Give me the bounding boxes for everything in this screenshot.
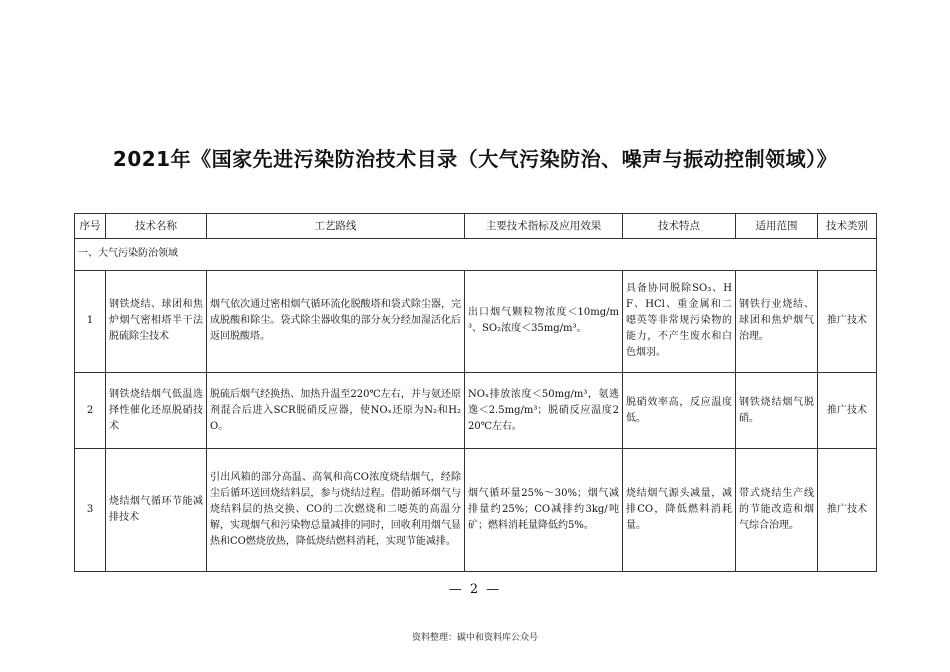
technology-table [74,213,877,572]
cell-metrics: 出口烟气颗粒物浓度＜10mg/m³、SO₂浓度＜35mg/m³。 [465,270,623,372]
header-metrics: 主要技术指标及应用效果 [465,214,623,239]
cell-name: 钢铁烧结、球团和焦炉烟气密相塔半干法脱硫除尘技术 [106,270,207,372]
cell-category: 推广技术 [818,449,877,572]
cell-metrics: NOₓ排放浓度＜50mg/m³，氨逃逸＜2.5mg/m³；脱硝反应温度220℃左右。 [465,372,623,449]
cell-features: 具备协同脱除SO₃、HF、HCl、重金属和二噁英等非常规污染物的能力，不产生废水和白色烟羽。 [623,270,736,372]
table-row [75,372,877,449]
header-no: 序号 [75,214,106,239]
cell-scope: 带式烧结生产线的节能改造和烟气综合治理。 [736,449,818,572]
page-title: 2021年《国家先进污染防治技术目录（大气污染防治、噪声与振动控制领域）》 [112,147,838,171]
cell-category: 推广技术 [818,372,877,449]
page-number: — 2 — [448,582,502,597]
cell-process: 烟气依次通过密相烟气循环流化脱酸塔和袋式除尘器，完成脱酸和除尘。袋式除尘器收集的部分灰分经加湿活化后返回脱酸塔。 [207,270,465,372]
cell-no: 1 [75,270,106,372]
cell-scope: 钢铁行业烧结、球团和焦炉烟气治理。 [736,270,818,372]
cell-features: 烧结烟气源头减量，减排CO，降低燃料消耗量。 [623,449,736,572]
cell-name: 烧结烟气循环节能减排技术 [106,449,207,572]
cell-features: 脱硝效率高，反应温度低。 [623,372,736,449]
table-row [75,449,877,572]
header-features: 技术特点 [623,214,736,239]
header-scope: 适用范围 [736,214,818,239]
cell-metrics: 烟气循环量25%～30%；烟气减排量约25%；CO减排约3kg/吨矿；燃料消耗量降低约5%。 [465,449,623,572]
header-process: 工艺路线 [207,214,465,239]
footer-credit: 资料整理：碳中和资料库公众号 [411,633,538,643]
header-name: 技术名称 [106,214,207,239]
cell-no: 3 [75,449,106,572]
section-label: 一、大气污染防治领域 [75,239,877,271]
section-row [75,239,877,271]
cell-process: 引出风箱的部分高温、高氧和高CO浓度烧结烟气，经除尘后循环送回烧结料层，参与烧结过程。借助循环烟气与烧结料层的热交换、CO的二次燃烧和二噁英的高温分解，实现烟气和污染物总量减排的同时，回收利用烟气显热和CO燃烧放热，降低烧结燃料消耗，实现节能减排。 [207,449,465,572]
cell-scope: 钢铁烧结烟气脱硝。 [736,372,818,449]
cell-no: 2 [75,372,106,449]
cell-name: 钢铁烧结烟气低温选择性催化还原脱硝技术 [106,372,207,449]
header-category: 技术类别 [818,214,877,239]
table-row [75,270,877,372]
table-header-row [75,214,877,239]
cell-process: 脱硫后烟气经换热、加热升温至220℃左右，并与氨还原剂混合后进入SCR脱硝反应器，使NOₓ还原为N₂和H₂O。 [207,372,465,449]
cell-category: 推广技术 [818,270,877,372]
